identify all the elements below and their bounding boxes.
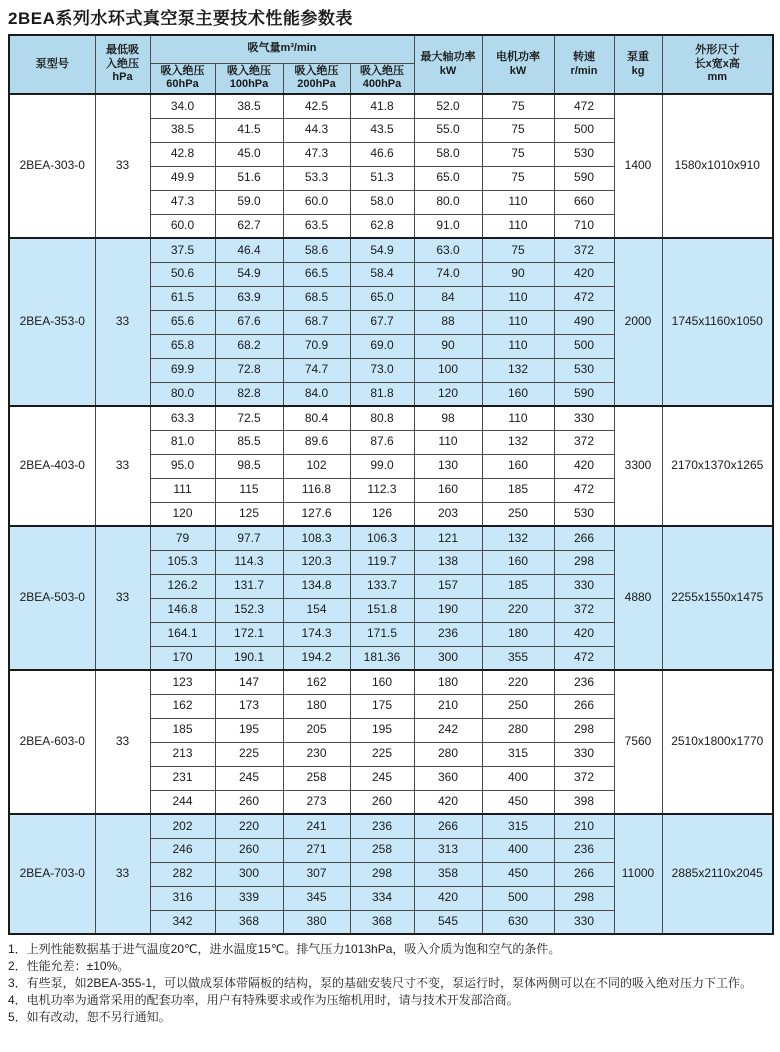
note-1: 1．上列性能数据基于进气温度20℃，进水温度15℃。排气压力1013hPa，吸入介质为饱和空气的条件。 xyxy=(8,942,561,956)
motor-power-value: 75 xyxy=(482,118,554,142)
motor-power-value: 110 xyxy=(482,190,554,214)
suction-100hpa-value: 147 xyxy=(215,670,283,694)
speed-value: 266 xyxy=(554,862,614,886)
suction-60hpa-value: 79 xyxy=(150,526,215,550)
suction-100hpa-value: 245 xyxy=(215,766,283,790)
suction-400hpa-value: 126 xyxy=(350,502,414,526)
motor-power-value: 355 xyxy=(482,646,554,670)
motor-power-value: 220 xyxy=(482,670,554,694)
max-shaft-power-value: 266 xyxy=(414,814,482,838)
max-shaft-power-value: 65.0 xyxy=(414,166,482,190)
suction-400hpa-value: 368 xyxy=(350,910,414,934)
max-shaft-power-value: 420 xyxy=(414,790,482,814)
speed-value: 298 xyxy=(554,886,614,910)
speed-value: 372 xyxy=(554,238,614,262)
suction-60hpa-value: 61.5 xyxy=(150,286,215,310)
suction-200hpa-value: 174.3 xyxy=(283,622,350,646)
suction-400hpa-value: 65.0 xyxy=(350,286,414,310)
suction-100hpa-value: 195 xyxy=(215,718,283,742)
suction-200hpa-value: 108.3 xyxy=(283,526,350,550)
max-shaft-power-value: 358 xyxy=(414,862,482,886)
speed-value: 530 xyxy=(554,358,614,382)
max-shaft-power-value: 236 xyxy=(414,622,482,646)
motor-power-value: 280 xyxy=(482,718,554,742)
suction-200hpa-value: 230 xyxy=(283,742,350,766)
suction-100hpa-value: 225 xyxy=(215,742,283,766)
suction-60hpa-value: 111 xyxy=(150,478,215,502)
min-inlet-abs-pressure: 33 xyxy=(95,670,150,814)
max-shaft-power-value: 55.0 xyxy=(414,118,482,142)
speed-value: 660 xyxy=(554,190,614,214)
motor-power-value: 180 xyxy=(482,622,554,646)
motor-power-value: 160 xyxy=(482,382,554,406)
max-shaft-power-value: 121 xyxy=(414,526,482,550)
pump-model: 2BEA-703-0 xyxy=(9,814,95,934)
suction-200hpa-value: 47.3 xyxy=(283,142,350,166)
motor-power-value: 110 xyxy=(482,214,554,238)
speed-value: 330 xyxy=(554,742,614,766)
max-shaft-power-value: 130 xyxy=(414,454,482,478)
suction-200hpa-value: 380 xyxy=(283,910,350,934)
motor-power-value: 110 xyxy=(482,310,554,334)
suction-400hpa-value: 133.7 xyxy=(350,574,414,598)
motor-power-value: 110 xyxy=(482,286,554,310)
max-shaft-power-value: 280 xyxy=(414,742,482,766)
dimensions: 1745x1160x1050 xyxy=(662,238,773,406)
col-motor-power: 电机功率 kW xyxy=(482,35,554,94)
suction-100hpa-value: 260 xyxy=(215,838,283,862)
motor-power-value: 450 xyxy=(482,790,554,814)
motor-power-value: 315 xyxy=(482,742,554,766)
col-pump-model: 泵型号 xyxy=(9,35,95,94)
suction-60hpa-value: 246 xyxy=(150,838,215,862)
suction-200hpa-value: 154 xyxy=(283,598,350,622)
max-shaft-power-value: 80.0 xyxy=(414,190,482,214)
speed-value: 330 xyxy=(554,574,614,598)
suction-100hpa-value: 97.7 xyxy=(215,526,283,550)
notes xyxy=(8,941,772,1026)
table-body xyxy=(9,94,773,934)
motor-power-value: 400 xyxy=(482,838,554,862)
speed-value: 500 xyxy=(554,334,614,358)
suction-400hpa-value: 58.4 xyxy=(350,262,414,286)
suction-60hpa-value: 164.1 xyxy=(150,622,215,646)
speed-value: 590 xyxy=(554,382,614,406)
spec-table xyxy=(8,34,774,935)
speed-value: 266 xyxy=(554,694,614,718)
table-row xyxy=(9,814,773,838)
max-shaft-power-value: 63.0 xyxy=(414,238,482,262)
dimensions: 2170x1370x1265 xyxy=(662,406,773,526)
pump-weight: 2000 xyxy=(614,238,662,406)
speed-value: 298 xyxy=(554,718,614,742)
pump-model: 2BEA-503-0 xyxy=(9,526,95,670)
speed-value: 420 xyxy=(554,454,614,478)
suction-60hpa-value: 65.6 xyxy=(150,310,215,334)
suction-200hpa-value: 70.9 xyxy=(283,334,350,358)
speed-value: 530 xyxy=(554,142,614,166)
suction-100hpa-value: 72.5 xyxy=(215,406,283,430)
max-shaft-power-value: 98 xyxy=(414,406,482,430)
suction-200hpa-value: 53.3 xyxy=(283,166,350,190)
max-shaft-power-value: 88 xyxy=(414,310,482,334)
suction-100hpa-value: 38.5 xyxy=(215,94,283,118)
speed-value: 472 xyxy=(554,478,614,502)
suction-200hpa-value: 120.3 xyxy=(283,550,350,574)
suction-60hpa-value: 120 xyxy=(150,502,215,526)
suction-400hpa-value: 151.8 xyxy=(350,598,414,622)
pump-model: 2BEA-403-0 xyxy=(9,406,95,526)
suction-400hpa-value: 58.0 xyxy=(350,190,414,214)
motor-power-value: 450 xyxy=(482,862,554,886)
min-inlet-abs-pressure: 33 xyxy=(95,238,150,406)
col-dimensions: 外形尺寸 长x宽x高 mm xyxy=(662,35,773,94)
suction-400hpa-value: 67.7 xyxy=(350,310,414,334)
min-inlet-abs-pressure: 33 xyxy=(95,94,150,238)
suction-100hpa-value: 131.7 xyxy=(215,574,283,598)
suction-100hpa-value: 45.0 xyxy=(215,142,283,166)
suction-60hpa-value: 231 xyxy=(150,766,215,790)
suction-200hpa-value: 134.8 xyxy=(283,574,350,598)
suction-400hpa-value: 62.8 xyxy=(350,214,414,238)
speed-value: 236 xyxy=(554,838,614,862)
suction-100hpa-value: 82.8 xyxy=(215,382,283,406)
suction-400hpa-value: 80.8 xyxy=(350,406,414,430)
suction-60hpa-value: 34.0 xyxy=(150,94,215,118)
suction-400hpa-value: 41.8 xyxy=(350,94,414,118)
motor-power-value: 185 xyxy=(482,574,554,598)
table-row xyxy=(9,238,773,262)
suction-200hpa-value: 63.5 xyxy=(283,214,350,238)
max-shaft-power-value: 420 xyxy=(414,886,482,910)
suction-400hpa-value: 298 xyxy=(350,862,414,886)
suction-400hpa-value: 106.3 xyxy=(350,526,414,550)
suction-200hpa-value: 127.6 xyxy=(283,502,350,526)
suction-200hpa-value: 345 xyxy=(283,886,350,910)
motor-power-value: 132 xyxy=(482,358,554,382)
suction-200hpa-value: 68.7 xyxy=(283,310,350,334)
suction-400hpa-value: 73.0 xyxy=(350,358,414,382)
suction-60hpa-value: 80.0 xyxy=(150,382,215,406)
suction-100hpa-value: 98.5 xyxy=(215,454,283,478)
suction-60hpa-value: 65.8 xyxy=(150,334,215,358)
max-shaft-power-value: 157 xyxy=(414,574,482,598)
motor-power-value: 75 xyxy=(482,94,554,118)
suction-200hpa-value: 89.6 xyxy=(283,430,350,454)
max-shaft-power-value: 160 xyxy=(414,478,482,502)
suction-100hpa-value: 260 xyxy=(215,790,283,814)
col-suction-60hpa: 吸入绝压 60hPa xyxy=(150,63,215,94)
suction-200hpa-value: 116.8 xyxy=(283,478,350,502)
suction-60hpa-value: 213 xyxy=(150,742,215,766)
motor-power-value: 250 xyxy=(482,502,554,526)
motor-power-value: 75 xyxy=(482,238,554,262)
note-3: 3．有些泵，如2BEA-355-1，可以做成泵体带隔板的结构，泵的基础安装尺寸不变，泵运行时，泵体两侧可以在不同的吸入绝对压力下工作。 xyxy=(8,976,753,990)
suction-60hpa-value: 146.8 xyxy=(150,598,215,622)
suction-200hpa-value: 58.6 xyxy=(283,238,350,262)
table-header xyxy=(9,35,773,94)
col-min-inlet-abs-pressure: 最低吸 入绝压 hPa xyxy=(95,35,150,94)
suction-100hpa-value: 54.9 xyxy=(215,262,283,286)
note-4: 4．电机功率为通常采用的配套功率，用户有特殊要求或作为压缩机用时，请与技术开发部洽商。 xyxy=(8,993,519,1007)
suction-60hpa-value: 95.0 xyxy=(150,454,215,478)
suction-400hpa-value: 160 xyxy=(350,670,414,694)
suction-100hpa-value: 85.5 xyxy=(215,430,283,454)
suction-400hpa-value: 236 xyxy=(350,814,414,838)
pump-model: 2BEA-603-0 xyxy=(9,670,95,814)
suction-400hpa-value: 54.9 xyxy=(350,238,414,262)
table-row xyxy=(9,406,773,430)
suction-400hpa-value: 175 xyxy=(350,694,414,718)
max-shaft-power-value: 545 xyxy=(414,910,482,934)
speed-value: 330 xyxy=(554,406,614,430)
suction-100hpa-value: 125 xyxy=(215,502,283,526)
suction-200hpa-value: 273 xyxy=(283,790,350,814)
table-row xyxy=(9,94,773,118)
speed-value: 472 xyxy=(554,646,614,670)
col-pump-weight: 泵重 kg xyxy=(614,35,662,94)
suction-60hpa-value: 81.0 xyxy=(150,430,215,454)
suction-60hpa-value: 63.3 xyxy=(150,406,215,430)
suction-100hpa-value: 220 xyxy=(215,814,283,838)
suction-60hpa-value: 47.3 xyxy=(150,190,215,214)
suction-60hpa-value: 316 xyxy=(150,886,215,910)
suction-100hpa-value: 67.6 xyxy=(215,310,283,334)
suction-400hpa-value: 245 xyxy=(350,766,414,790)
suction-200hpa-value: 66.5 xyxy=(283,262,350,286)
max-shaft-power-value: 190 xyxy=(414,598,482,622)
page xyxy=(8,4,772,1026)
speed-value: 266 xyxy=(554,526,614,550)
suction-400hpa-value: 87.6 xyxy=(350,430,414,454)
table-row xyxy=(9,670,773,694)
suction-100hpa-value: 172.1 xyxy=(215,622,283,646)
max-shaft-power-value: 120 xyxy=(414,382,482,406)
suction-200hpa-value: 307 xyxy=(283,862,350,886)
dimensions: 2255x1550x1475 xyxy=(662,526,773,670)
speed-value: 710 xyxy=(554,214,614,238)
suction-400hpa-value: 258 xyxy=(350,838,414,862)
speed-value: 490 xyxy=(554,310,614,334)
max-shaft-power-value: 203 xyxy=(414,502,482,526)
suction-200hpa-value: 60.0 xyxy=(283,190,350,214)
max-shaft-power-value: 74.0 xyxy=(414,262,482,286)
suction-200hpa-value: 258 xyxy=(283,766,350,790)
suction-100hpa-value: 115 xyxy=(215,478,283,502)
max-shaft-power-value: 138 xyxy=(414,550,482,574)
suction-400hpa-value: 334 xyxy=(350,886,414,910)
speed-value: 530 xyxy=(554,502,614,526)
suction-100hpa-value: 46.4 xyxy=(215,238,283,262)
max-shaft-power-value: 180 xyxy=(414,670,482,694)
suction-100hpa-value: 51.6 xyxy=(215,166,283,190)
motor-power-value: 110 xyxy=(482,334,554,358)
speed-value: 590 xyxy=(554,166,614,190)
suction-400hpa-value: 181.36 xyxy=(350,646,414,670)
suction-400hpa-value: 119.7 xyxy=(350,550,414,574)
suction-60hpa-value: 60.0 xyxy=(150,214,215,238)
speed-value: 210 xyxy=(554,814,614,838)
max-shaft-power-value: 90 xyxy=(414,334,482,358)
suction-400hpa-value: 99.0 xyxy=(350,454,414,478)
suction-200hpa-value: 84.0 xyxy=(283,382,350,406)
max-shaft-power-value: 110 xyxy=(414,430,482,454)
suction-100hpa-value: 300 xyxy=(215,862,283,886)
suction-400hpa-value: 171.5 xyxy=(350,622,414,646)
suction-60hpa-value: 105.3 xyxy=(150,550,215,574)
motor-power-value: 400 xyxy=(482,766,554,790)
motor-power-value: 110 xyxy=(482,406,554,430)
motor-power-value: 90 xyxy=(482,262,554,286)
suction-100hpa-value: 173 xyxy=(215,694,283,718)
max-shaft-power-value: 58.0 xyxy=(414,142,482,166)
dimensions: 2510x1800x1770 xyxy=(662,670,773,814)
suction-200hpa-value: 74.7 xyxy=(283,358,350,382)
suction-400hpa-value: 69.0 xyxy=(350,334,414,358)
suction-400hpa-value: 46.6 xyxy=(350,142,414,166)
max-shaft-power-value: 91.0 xyxy=(414,214,482,238)
col-suction-capacity-group: 吸气量m³/min xyxy=(150,35,414,63)
pump-weight: 4880 xyxy=(614,526,662,670)
min-inlet-abs-pressure: 33 xyxy=(95,814,150,934)
suction-200hpa-value: 68.5 xyxy=(283,286,350,310)
suction-400hpa-value: 195 xyxy=(350,718,414,742)
motor-power-value: 500 xyxy=(482,886,554,910)
pump-weight: 1400 xyxy=(614,94,662,238)
suction-100hpa-value: 152.3 xyxy=(215,598,283,622)
min-inlet-abs-pressure: 33 xyxy=(95,406,150,526)
speed-value: 420 xyxy=(554,262,614,286)
speed-value: 330 xyxy=(554,910,614,934)
suction-100hpa-value: 368 xyxy=(215,910,283,934)
max-shaft-power-value: 242 xyxy=(414,718,482,742)
suction-200hpa-value: 162 xyxy=(283,670,350,694)
speed-value: 398 xyxy=(554,790,614,814)
suction-100hpa-value: 190.1 xyxy=(215,646,283,670)
suction-60hpa-value: 244 xyxy=(150,790,215,814)
speed-value: 372 xyxy=(554,766,614,790)
speed-value: 500 xyxy=(554,118,614,142)
suction-60hpa-value: 37.5 xyxy=(150,238,215,262)
suction-200hpa-value: 194.2 xyxy=(283,646,350,670)
note-5: 5．如有改动，恕不另行通知。 xyxy=(8,1010,171,1024)
motor-power-value: 220 xyxy=(482,598,554,622)
suction-60hpa-value: 69.9 xyxy=(150,358,215,382)
pump-weight: 7560 xyxy=(614,670,662,814)
suction-100hpa-value: 72.8 xyxy=(215,358,283,382)
max-shaft-power-value: 210 xyxy=(414,694,482,718)
suction-200hpa-value: 80.4 xyxy=(283,406,350,430)
suction-100hpa-value: 62.7 xyxy=(215,214,283,238)
suction-100hpa-value: 59.0 xyxy=(215,190,283,214)
motor-power-value: 160 xyxy=(482,550,554,574)
motor-power-value: 250 xyxy=(482,694,554,718)
motor-power-value: 75 xyxy=(482,166,554,190)
suction-100hpa-value: 339 xyxy=(215,886,283,910)
note-2: 2．性能允差：±10%。 xyxy=(8,959,130,973)
suction-400hpa-value: 112.3 xyxy=(350,478,414,502)
suction-60hpa-value: 282 xyxy=(150,862,215,886)
table-row xyxy=(9,526,773,550)
suction-60hpa-value: 170 xyxy=(150,646,215,670)
suction-60hpa-value: 162 xyxy=(150,694,215,718)
suction-400hpa-value: 51.3 xyxy=(350,166,414,190)
suction-400hpa-value: 43.5 xyxy=(350,118,414,142)
motor-power-value: 132 xyxy=(482,526,554,550)
pump-weight: 11000 xyxy=(614,814,662,934)
pump-model: 2BEA-303-0 xyxy=(9,94,95,238)
suction-400hpa-value: 225 xyxy=(350,742,414,766)
suction-60hpa-value: 185 xyxy=(150,718,215,742)
min-inlet-abs-pressure: 33 xyxy=(95,526,150,670)
suction-100hpa-value: 41.5 xyxy=(215,118,283,142)
suction-200hpa-value: 241 xyxy=(283,814,350,838)
suction-60hpa-value: 49.9 xyxy=(150,166,215,190)
max-shaft-power-value: 360 xyxy=(414,766,482,790)
motor-power-value: 132 xyxy=(482,430,554,454)
max-shaft-power-value: 84 xyxy=(414,286,482,310)
col-suction-100hpa: 吸入绝压 100hPa xyxy=(215,63,283,94)
dimensions: 1580x1010x910 xyxy=(662,94,773,238)
motor-power-value: 315 xyxy=(482,814,554,838)
speed-value: 372 xyxy=(554,430,614,454)
suction-100hpa-value: 68.2 xyxy=(215,334,283,358)
suction-60hpa-value: 38.5 xyxy=(150,118,215,142)
suction-60hpa-value: 42.8 xyxy=(150,142,215,166)
suction-200hpa-value: 205 xyxy=(283,718,350,742)
suction-100hpa-value: 114.3 xyxy=(215,550,283,574)
motor-power-value: 185 xyxy=(482,478,554,502)
speed-value: 372 xyxy=(554,598,614,622)
max-shaft-power-value: 300 xyxy=(414,646,482,670)
pump-weight: 3300 xyxy=(614,406,662,526)
page-title: 2BEA系列水环式真空泵主要技术性能参数表 xyxy=(8,9,353,28)
max-shaft-power-value: 313 xyxy=(414,838,482,862)
motor-power-value: 75 xyxy=(482,142,554,166)
speed-value: 472 xyxy=(554,94,614,118)
suction-400hpa-value: 260 xyxy=(350,790,414,814)
col-max-shaft-power: 最大轴功率 kW xyxy=(414,35,482,94)
speed-value: 236 xyxy=(554,670,614,694)
suction-60hpa-value: 202 xyxy=(150,814,215,838)
max-shaft-power-value: 100 xyxy=(414,358,482,382)
suction-200hpa-value: 180 xyxy=(283,694,350,718)
max-shaft-power-value: 52.0 xyxy=(414,94,482,118)
motor-power-value: 630 xyxy=(482,910,554,934)
suction-400hpa-value: 81.8 xyxy=(350,382,414,406)
suction-100hpa-value: 63.9 xyxy=(215,286,283,310)
speed-value: 298 xyxy=(554,550,614,574)
suction-60hpa-value: 123 xyxy=(150,670,215,694)
suction-200hpa-value: 271 xyxy=(283,838,350,862)
suction-200hpa-value: 102 xyxy=(283,454,350,478)
suction-200hpa-value: 42.5 xyxy=(283,94,350,118)
suction-60hpa-value: 50.6 xyxy=(150,262,215,286)
suction-200hpa-value: 44.3 xyxy=(283,118,350,142)
suction-60hpa-value: 126.2 xyxy=(150,574,215,598)
speed-value: 420 xyxy=(554,622,614,646)
pump-model: 2BEA-353-0 xyxy=(9,238,95,406)
col-speed: 转速 r/min xyxy=(554,35,614,94)
col-suction-400hpa: 吸入绝压 400hPa xyxy=(350,63,414,94)
motor-power-value: 160 xyxy=(482,454,554,478)
dimensions: 2885x2110x2045 xyxy=(662,814,773,934)
suction-60hpa-value: 342 xyxy=(150,910,215,934)
col-suction-200hpa: 吸入绝压 200hPa xyxy=(283,63,350,94)
speed-value: 472 xyxy=(554,286,614,310)
